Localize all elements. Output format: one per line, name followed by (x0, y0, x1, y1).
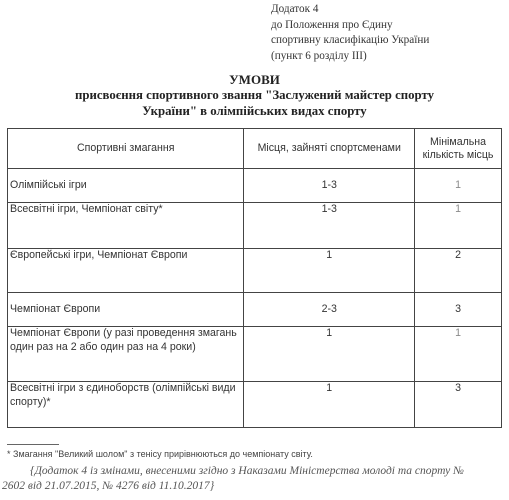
header-min-places (415, 129, 502, 169)
addendum-line: спортивну класифікацію України (271, 34, 430, 46)
table-row (8, 327, 502, 382)
min-places-cell: 3 (415, 382, 502, 428)
competition-cell: Всесвітні ігри з єдиноборств (олімпійські види спорту)* (8, 382, 244, 428)
amendment-line1: {Додаток 4 із змінами, внесеними згідно з Наказами Міністерства молоді та спорту № (30, 465, 464, 477)
table-row (8, 169, 502, 203)
table-row (8, 249, 502, 293)
places-cell: 1-3 (244, 169, 415, 203)
table-row (8, 293, 502, 327)
addendum-line: Додаток 4 (271, 3, 319, 15)
document-subtitle-line2: України" в олімпійських видах спорту (142, 104, 367, 118)
places-cell: 1 (244, 382, 415, 428)
table-header-row (8, 129, 502, 169)
footnote: * Змагання "Великий шолом" з тенісу прирівнюються до чемпіонату світу. (7, 449, 313, 459)
competition-cell: Олімпійські ігри (8, 169, 244, 203)
competition-cell: Чемпіонат Європи (8, 293, 244, 327)
places-cell: 2-3 (244, 293, 415, 327)
places-cell: 1 (244, 249, 415, 293)
competition-cell: Всесвітні ігри, Чемпіонат світу* (8, 203, 244, 249)
document-title: УМОВИ (229, 72, 280, 87)
min-places-cell: 1 (415, 327, 502, 382)
min-places-cell: 3 (415, 293, 502, 327)
competition-cell: Європейські ігри, Чемпіонат Європи (8, 249, 244, 293)
competition-cell: Чемпіонат Європи (у разі проведення змагань один раз на 2 або один раз на 4 роки) (8, 327, 244, 382)
addendum-block (271, 2, 429, 64)
header-competitions: Спортивні змагання (8, 129, 244, 169)
amendment-line2: 2602 від 21.07.2015, № 4276 від 11.10.2017} (2, 480, 215, 492)
header-places: Місця, зайняті спортсменами (244, 129, 415, 169)
min-places-cell: 1 (415, 169, 502, 203)
places-cell: 1-3 (244, 203, 415, 249)
table-row (8, 382, 502, 428)
addendum-line: (пункт 6 розділу ІІІ) (271, 49, 367, 62)
document-subtitle-line1: присвоєння спортивного звання "Заслужений майстер спорту (74, 88, 435, 102)
places-cell: 1 (244, 327, 415, 382)
addendum-line: до Положення про Єдину (271, 18, 393, 31)
min-places-cell: 1 (415, 203, 502, 249)
footnote-divider (7, 444, 59, 445)
conditions-table (7, 128, 502, 428)
table-row (8, 203, 502, 249)
min-places-cell: 2 (415, 249, 502, 293)
header-min-places-text: Мінімальна кількість місць (422, 135, 494, 161)
amendment-note (2, 464, 508, 494)
